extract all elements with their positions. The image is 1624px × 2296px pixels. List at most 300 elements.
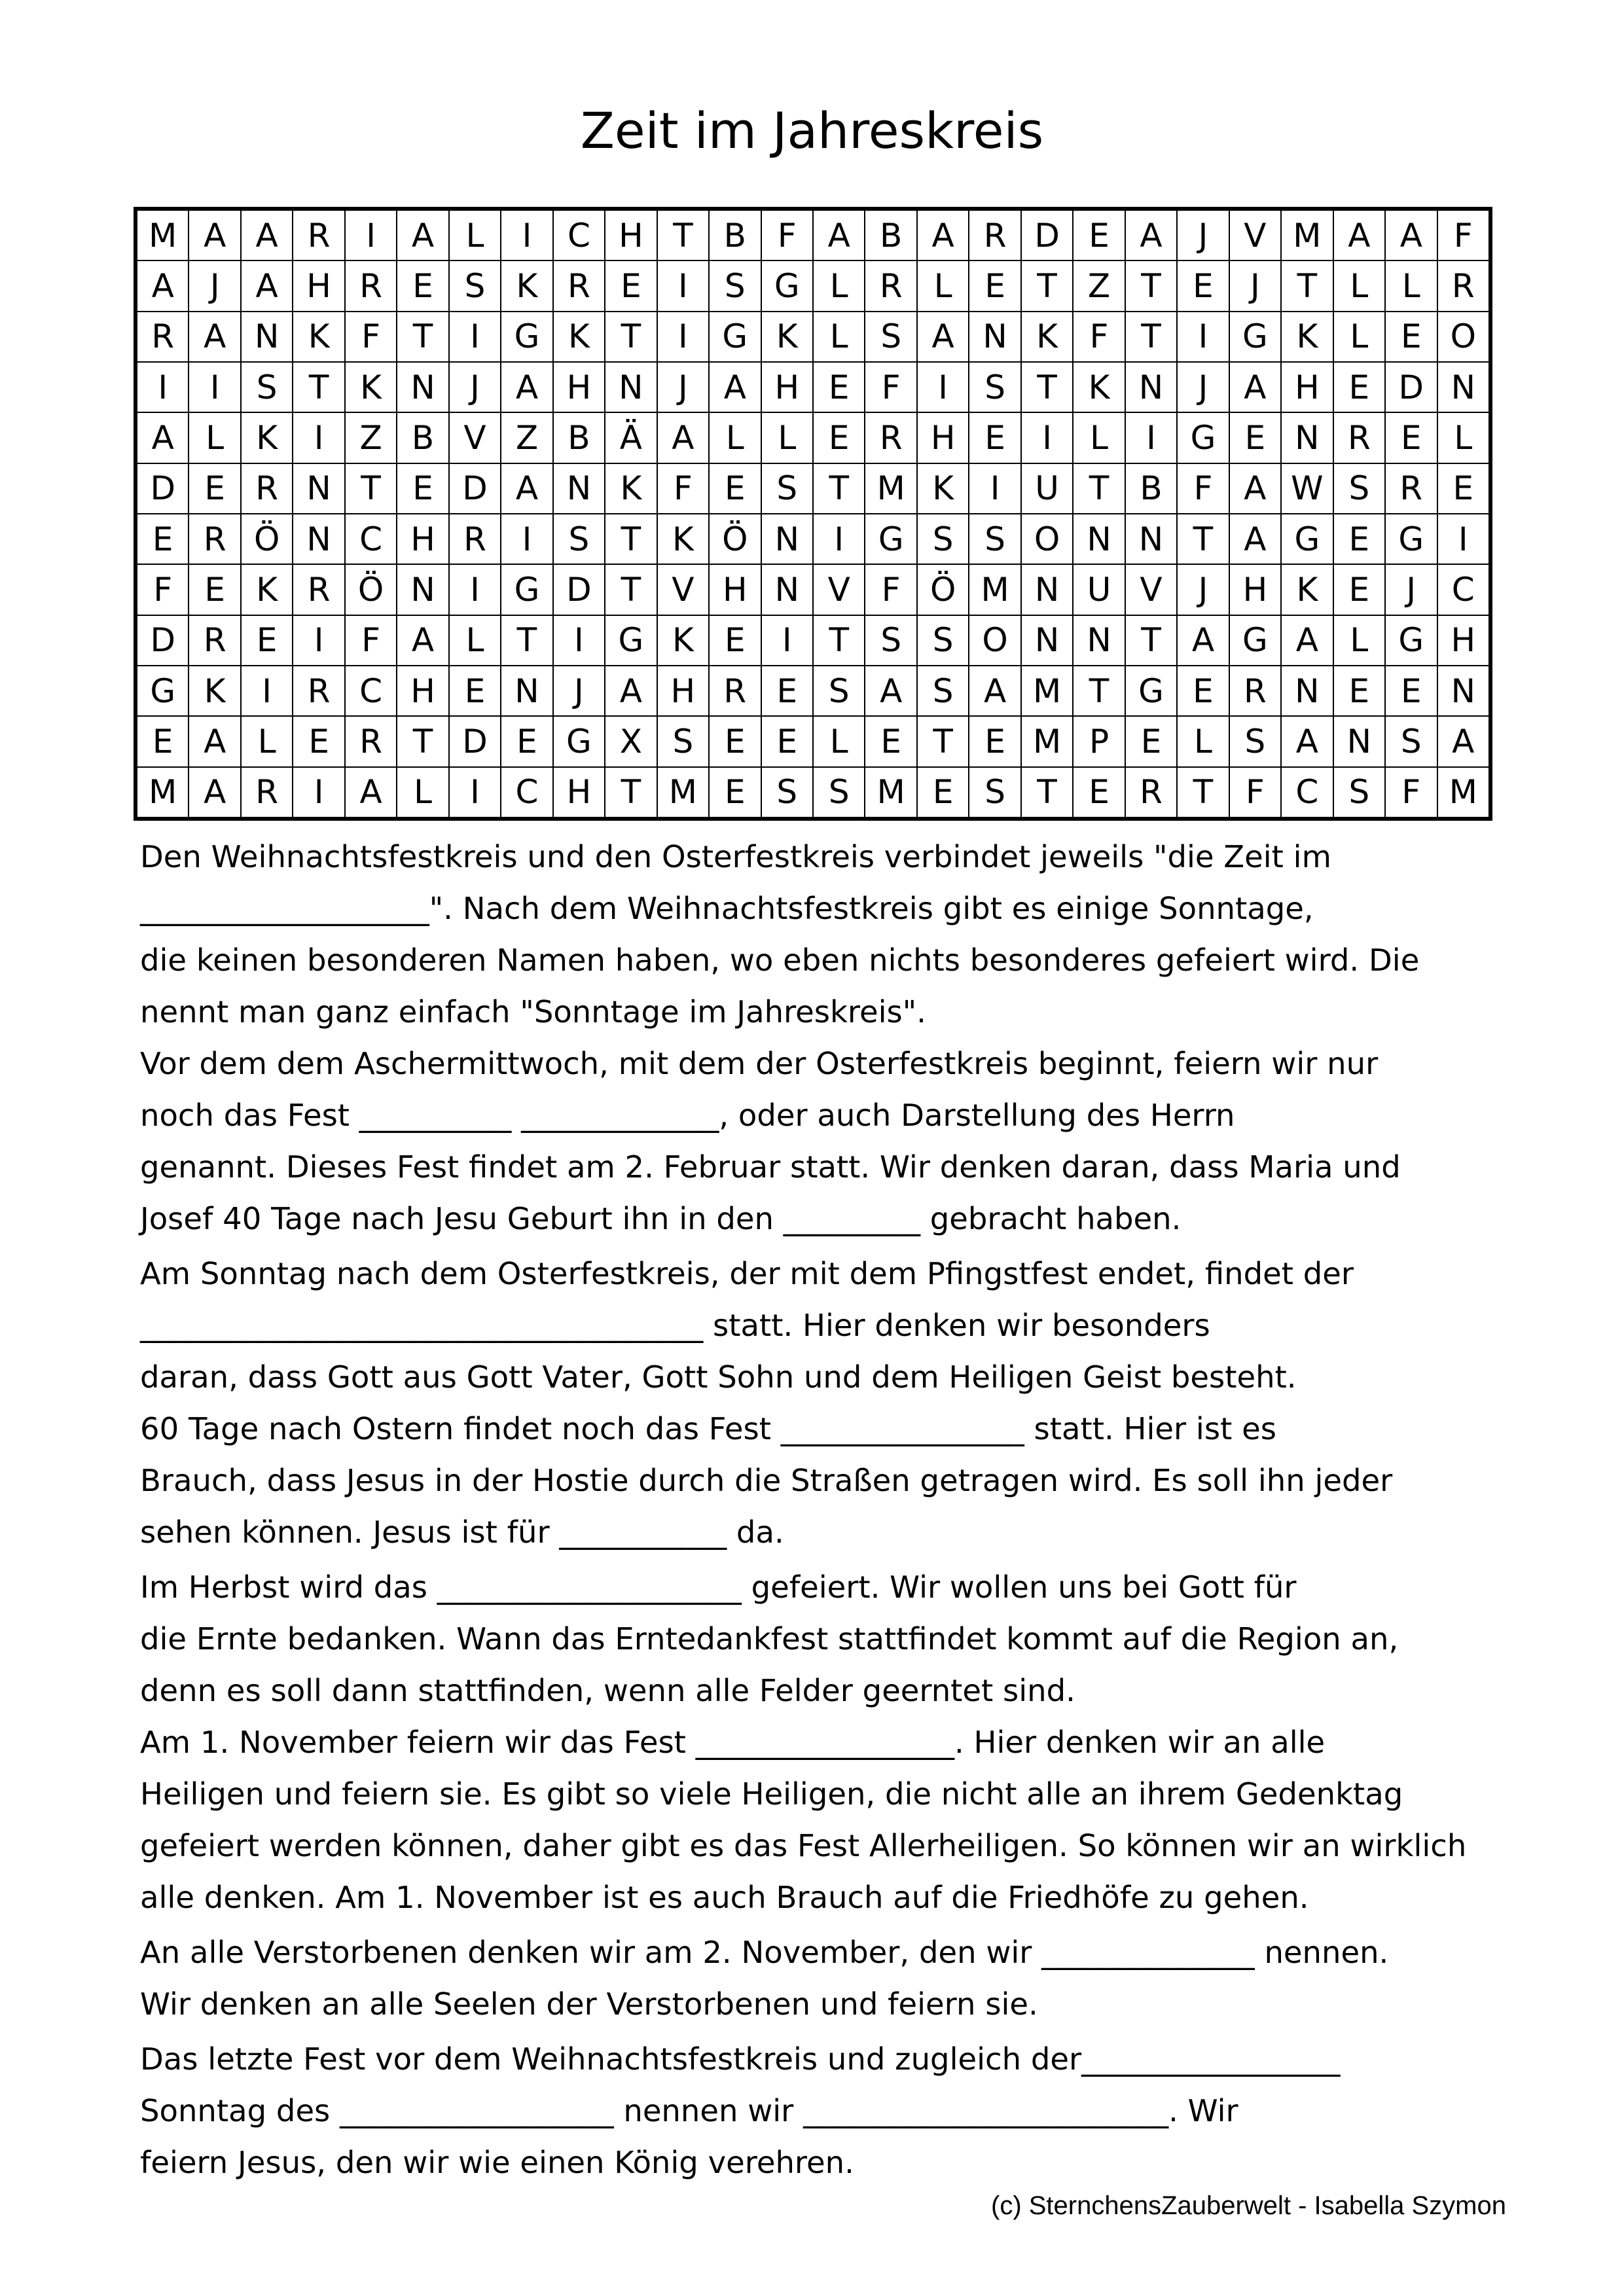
grid-cell: L — [1074, 413, 1124, 462]
grid-cell: S — [969, 363, 1020, 412]
grid-cell: A — [501, 363, 552, 412]
grid-cell: E — [293, 717, 344, 766]
grid-cell: K — [1282, 565, 1332, 614]
grid-cell: R — [710, 666, 760, 715]
grid-cell: S — [242, 363, 292, 412]
grid-cell: T — [814, 616, 864, 665]
grid-cell: E — [397, 464, 448, 513]
grid-cell: N — [293, 464, 344, 513]
grid-cell: A — [1178, 616, 1228, 665]
grid-cell: K — [658, 616, 708, 665]
grid-cell: T — [1074, 464, 1124, 513]
grid-cell: A — [137, 413, 188, 462]
grid-cell: G — [1178, 413, 1228, 462]
grid-cell: R — [293, 565, 344, 614]
grid-cell: R — [242, 768, 292, 817]
grid-cell: T — [605, 565, 656, 614]
grid-cell: L — [918, 261, 968, 310]
grid-cell: S — [658, 717, 708, 766]
grid-cell: T — [1178, 514, 1228, 564]
grid-cell: N — [1282, 413, 1332, 462]
grid-cell: A — [918, 312, 968, 361]
grid-cell: R — [346, 717, 396, 766]
grid-cell: L — [1386, 261, 1436, 310]
grid-cell: Ö — [918, 565, 968, 614]
grid-cell: H — [918, 413, 968, 462]
grid-cell: A — [1230, 363, 1280, 412]
grid-cell: T — [1022, 261, 1072, 310]
grid-cell: T — [1282, 261, 1332, 310]
grid-cell: I — [658, 261, 708, 310]
grid-cell: G — [1282, 514, 1332, 564]
grid-cell: V — [1126, 565, 1176, 614]
text-line: _____________________________________ statt. Hier denken wir besonders — [140, 1308, 1210, 1343]
grid-cell: S — [918, 514, 968, 564]
grid-cell: H — [554, 363, 604, 412]
copyright-footer: (c) SternchensZauberwelt - Isabella Szymon — [991, 2191, 1506, 2220]
grid-cell: H — [605, 211, 656, 260]
grid-cell: K — [242, 565, 292, 614]
grid-cell: L — [397, 768, 448, 817]
grid-cell: B — [554, 413, 604, 462]
grid-cell: N — [1022, 616, 1072, 665]
grid-cell: E — [1074, 211, 1124, 260]
text-line: gefeiert werden können, daher gibt es das Fest Allerheiligen. So können wir an wirklich — [140, 1828, 1467, 1863]
grid-cell: G — [1230, 616, 1280, 665]
grid-cell: T — [658, 211, 708, 260]
text-line: An alle Verstorbenen denken wir am 2. November, den wir ______________ nennen. — [140, 1935, 1389, 1970]
grid-cell: N — [1126, 514, 1176, 564]
grid-cell: I — [814, 514, 864, 564]
grid-cell: R — [865, 413, 916, 462]
grid-cell: J — [658, 363, 708, 412]
grid-cell: E — [710, 464, 760, 513]
text-line: Am Sonntag nach dem Osterfestkreis, der mit dem Pfingstfest endet, findet der — [140, 1256, 1354, 1291]
grid-cell: T — [1126, 312, 1176, 361]
grid-cell: B — [1126, 464, 1176, 513]
grid-cell: E — [189, 565, 240, 614]
grid-cell: E — [1230, 413, 1280, 462]
grid-cell: S — [969, 768, 1020, 817]
grid-cell: M — [865, 768, 916, 817]
grid-cell: N — [1334, 717, 1384, 766]
grid-cell: S — [762, 768, 812, 817]
grid-cell: A — [1282, 717, 1332, 766]
grid-cell: N — [969, 312, 1020, 361]
grid-cell: Z — [501, 413, 552, 462]
grid-cell: V — [658, 565, 708, 614]
text-line: genannt. Dieses Fest findet am 2. Februar statt. Wir denken daran, dass Maria und — [140, 1149, 1401, 1185]
grid-cell: E — [1334, 363, 1384, 412]
grid-cell: B — [710, 211, 760, 260]
grid-cell: T — [814, 464, 864, 513]
grid-cell: E — [1334, 565, 1384, 614]
grid-cell: V — [450, 413, 500, 462]
grid-cell: A — [189, 768, 240, 817]
grid-cell: V — [1230, 211, 1280, 260]
grid-cell: A — [1126, 211, 1176, 260]
grid-cell: D — [1022, 211, 1072, 260]
grid-cell: R — [1438, 261, 1489, 310]
grid-cell: N — [397, 565, 448, 614]
grid-cell: T — [501, 616, 552, 665]
grid-cell: A — [1282, 616, 1332, 665]
grid-cell: H — [397, 666, 448, 715]
grid-cell: E — [1178, 666, 1228, 715]
grid-cell: N — [1126, 363, 1176, 412]
grid-cell: M — [658, 768, 708, 817]
text-line: 60 Tage nach Ostern findet noch das Fest ________________ statt. Hier ist es — [140, 1411, 1276, 1446]
grid-cell: H — [710, 565, 760, 614]
grid-cell: R — [189, 616, 240, 665]
grid-cell: N — [1282, 666, 1332, 715]
text-line: die keinen besonderen Namen haben, wo eben nichts besonderes gefeiert wird. Die — [140, 942, 1420, 978]
grid-cell: I — [450, 768, 500, 817]
grid-cell: N — [1438, 363, 1489, 412]
grid-cell: N — [554, 464, 604, 513]
grid-cell: I — [501, 514, 552, 564]
grid-cell: Ö — [710, 514, 760, 564]
grid-cell: L — [1438, 413, 1489, 462]
grid-cell: K — [1282, 312, 1332, 361]
grid-cell: T — [293, 363, 344, 412]
grid-cell: N — [293, 514, 344, 564]
grid-cell: J — [1178, 211, 1228, 260]
grid-cell: N — [1074, 514, 1124, 564]
grid-cell: E — [814, 413, 864, 462]
grid-cell: E — [814, 363, 864, 412]
grid-cell: K — [762, 312, 812, 361]
grid-cell: I — [918, 363, 968, 412]
grid-cell: M — [137, 211, 188, 260]
grid-cell: N — [1438, 666, 1489, 715]
grid-cell: G — [865, 514, 916, 564]
grid-cell: M — [1438, 768, 1489, 817]
grid-cell: A — [242, 261, 292, 310]
grid-cell: R — [189, 514, 240, 564]
grid-cell: J — [1386, 565, 1436, 614]
grid-cell: N — [762, 565, 812, 614]
grid-cell: A — [658, 413, 708, 462]
grid-cell: A — [501, 464, 552, 513]
grid-cell: D — [554, 565, 604, 614]
grid-cell: Ä — [605, 413, 656, 462]
text-line: Das letzte Fest vor dem Weihnachtsfestkreis und zugleich der_________________ — [140, 2041, 1341, 2077]
grid-cell: F — [346, 616, 396, 665]
grid-cell: R — [1386, 464, 1436, 513]
grid-cell: G — [137, 666, 188, 715]
grid-cell: A — [969, 666, 1020, 715]
grid-cell: O — [1022, 514, 1072, 564]
grid-cell: G — [605, 616, 656, 665]
grid-cell: A — [1230, 464, 1280, 513]
text-line: noch das Fest __________ _____________, oder auch Darstellung des Herrn — [140, 1098, 1235, 1133]
grid-cell: B — [865, 211, 916, 260]
grid-cell: J — [1230, 261, 1280, 310]
grid-cell: E — [1386, 666, 1436, 715]
grid-cell: M — [137, 768, 188, 817]
grid-cell: A — [1334, 211, 1384, 260]
grid-cell: E — [1178, 261, 1228, 310]
grid-cell: C — [501, 768, 552, 817]
text-line: ___________________". Nach dem Weihnachtsfestkreis gibt es einige Sonntage, — [140, 891, 1314, 926]
grid-cell: L — [1178, 717, 1228, 766]
grid-cell: L — [1334, 312, 1384, 361]
text-line: Wir denken an alle Seelen der Verstorbenen und feiern sie. — [140, 1986, 1038, 2022]
cloze-text — [140, 831, 1528, 2189]
grid-cell: G — [501, 565, 552, 614]
grid-cell: C — [346, 514, 396, 564]
grid-cell: I — [501, 211, 552, 260]
grid-cell: K — [1022, 312, 1072, 361]
grid-cell: K — [346, 363, 396, 412]
grid-cell: S — [865, 312, 916, 361]
grid-cell: C — [1282, 768, 1332, 817]
grid-cell: A — [605, 666, 656, 715]
grid-cell: E — [918, 768, 968, 817]
grid-cell: L — [814, 261, 864, 310]
grid-cell: D — [137, 616, 188, 665]
grid-cell: F — [658, 464, 708, 513]
grid-cell: J — [1178, 363, 1228, 412]
grid-cell: E — [710, 616, 760, 665]
grid-cell: E — [450, 666, 500, 715]
grid-cell: E — [969, 413, 1020, 462]
grid-cell: E — [242, 616, 292, 665]
grid-cell: E — [969, 261, 1020, 310]
grid-cell: E — [710, 717, 760, 766]
grid-cell: K — [554, 312, 604, 361]
grid-cell: S — [814, 768, 864, 817]
grid-cell: G — [1126, 666, 1176, 715]
grid-cell: S — [918, 616, 968, 665]
grid-cell: S — [710, 261, 760, 310]
grid-cell: I — [1438, 514, 1489, 564]
grid-cell: I — [450, 312, 500, 361]
grid-cell: A — [1386, 211, 1436, 260]
grid-cell: A — [189, 211, 240, 260]
grid-cell: I — [293, 768, 344, 817]
grid-cell: T — [397, 717, 448, 766]
grid-cell: C — [554, 211, 604, 260]
grid-cell: S — [1386, 717, 1436, 766]
grid-cell: N — [397, 363, 448, 412]
grid-cell: A — [189, 717, 240, 766]
grid-cell: N — [1074, 616, 1124, 665]
grid-cell: T — [605, 312, 656, 361]
text-line: die Ernte bedanken. Wann das Erntedankfest stattfindet kommt auf die Region an, — [140, 1621, 1399, 1657]
grid-cell: T — [1022, 363, 1072, 412]
grid-cell: I — [658, 312, 708, 361]
grid-cell: R — [137, 312, 188, 361]
grid-cell: F — [137, 565, 188, 614]
grid-cell: R — [1334, 413, 1384, 462]
word-search-grid — [134, 207, 1492, 821]
grid-cell: I — [293, 413, 344, 462]
grid-cell: G — [554, 717, 604, 766]
grid-cell: G — [710, 312, 760, 361]
grid-cell: F — [865, 363, 916, 412]
grid-cell: E — [501, 717, 552, 766]
grid-cell: R — [242, 464, 292, 513]
grid-cell: R — [554, 261, 604, 310]
grid-cell: L — [710, 413, 760, 462]
grid-cell: K — [293, 312, 344, 361]
grid-cell: E — [397, 261, 448, 310]
grid-cell: E — [969, 717, 1020, 766]
text-line: sehen können. Jesus ist für ___________ da. — [140, 1515, 784, 1550]
grid-cell: I — [1126, 413, 1176, 462]
grid-cell: T — [918, 717, 968, 766]
grid-cell: E — [1438, 464, 1489, 513]
grid-cell: H — [1282, 363, 1332, 412]
grid-cell: A — [242, 211, 292, 260]
grid-cell: A — [1230, 514, 1280, 564]
text-line: denn es soll dann stattfinden, wenn alle Felder geerntet sind. — [140, 1673, 1075, 1708]
grid-cell: K — [242, 413, 292, 462]
grid-cell: M — [969, 565, 1020, 614]
grid-cell: H — [554, 768, 604, 817]
grid-cell: L — [814, 717, 864, 766]
grid-cell: I — [450, 565, 500, 614]
page-title: Zeit im Jahreskreis — [580, 101, 1044, 160]
grid-cell: J — [554, 666, 604, 715]
grid-cell: A — [814, 211, 864, 260]
grid-cell: R — [1126, 768, 1176, 817]
grid-cell: N — [1022, 565, 1072, 614]
grid-cell: J — [1178, 565, 1228, 614]
grid-cell: I — [293, 616, 344, 665]
grid-cell: I — [554, 616, 604, 665]
grid-cell: R — [969, 211, 1020, 260]
text-line: nennt man ganz einfach "Sonntage im Jahreskreis". — [140, 994, 926, 1030]
grid-cell: R — [865, 261, 916, 310]
grid-cell: L — [814, 312, 864, 361]
grid-cell: T — [1022, 768, 1072, 817]
grid-cell: P — [1074, 717, 1124, 766]
grid-cell: N — [605, 363, 656, 412]
grid-cell: K — [1074, 363, 1124, 412]
grid-cell: N — [501, 666, 552, 715]
grid-cell: E — [605, 261, 656, 310]
grid-cell: H — [1438, 616, 1489, 665]
grid-cell: F — [1230, 768, 1280, 817]
grid-cell: L — [450, 616, 500, 665]
grid-cell: G — [501, 312, 552, 361]
grid-cell: A — [397, 616, 448, 665]
grid-cell: I — [137, 363, 188, 412]
grid-cell: S — [762, 464, 812, 513]
grid-cell: A — [137, 261, 188, 310]
grid-cell: L — [1334, 616, 1384, 665]
grid-cell: B — [397, 413, 448, 462]
grid-cell: E — [1074, 768, 1124, 817]
grid-cell: L — [1334, 261, 1384, 310]
text-line: alle denken. Am 1. November ist es auch Brauch auf die Friedhöfe zu gehen. — [140, 1880, 1309, 1915]
grid-cell: A — [865, 666, 916, 715]
grid-cell: Z — [1074, 261, 1124, 310]
grid-cell: O — [969, 616, 1020, 665]
grid-cell: F — [1074, 312, 1124, 361]
text-line: Sonntag des __________________ nennen wir ________________________. Wir — [140, 2093, 1238, 2128]
grid-cell: I — [762, 616, 812, 665]
grid-cell: J — [450, 363, 500, 412]
text-line: Brauch, dass Jesus in der Hostie durch die Straßen getragen wird. Es soll ihn jeder — [140, 1463, 1393, 1498]
grid-cell: L — [450, 211, 500, 260]
grid-cell: R — [293, 666, 344, 715]
grid-cell: O — [1438, 312, 1489, 361]
grid-cell: A — [710, 363, 760, 412]
grid-cell: A — [918, 211, 968, 260]
grid-cell: K — [605, 464, 656, 513]
grid-cell: F — [762, 211, 812, 260]
grid-cell: E — [1386, 312, 1436, 361]
grid-cell: T — [1074, 666, 1124, 715]
grid-cell: K — [501, 261, 552, 310]
grid-cell: S — [918, 666, 968, 715]
grid-cell: E — [1334, 666, 1384, 715]
grid-cell: D — [450, 717, 500, 766]
grid-cell: R — [1230, 666, 1280, 715]
grid-cell: A — [1438, 717, 1489, 766]
grid-cell: A — [397, 211, 448, 260]
grid-cell: U — [1022, 464, 1072, 513]
text-line: Heiligen und feiern sie. Es gibt so viele Heiligen, die nicht alle an ihrem Gedenktag — [140, 1776, 1403, 1812]
grid-cell: G — [1386, 616, 1436, 665]
grid-cell: N — [242, 312, 292, 361]
grid-cell: I — [969, 464, 1020, 513]
grid-cell: H — [658, 666, 708, 715]
grid-cell: G — [762, 261, 812, 310]
grid-cell: I — [1178, 312, 1228, 361]
grid-cell: M — [1022, 717, 1072, 766]
grid-cell: G — [1386, 514, 1436, 564]
grid-cell: Ö — [346, 565, 396, 614]
grid-cell: I — [1022, 413, 1072, 462]
grid-cell: S — [814, 666, 864, 715]
grid-cell: F — [1438, 211, 1489, 260]
grid-cell: D — [137, 464, 188, 513]
grid-cell: F — [346, 312, 396, 361]
grid-cell: Ö — [242, 514, 292, 564]
text-line: Den Weihnachtsfestkreis und den Osterfestkreis verbindet jeweils "die Zeit im — [140, 839, 1331, 874]
grid-cell: K — [918, 464, 968, 513]
grid-cell: R — [293, 211, 344, 260]
grid-cell: F — [865, 565, 916, 614]
grid-cell: T — [1178, 768, 1228, 817]
text-line: Vor dem dem Aschermittwoch, mit dem der Osterfestkreis beginnt, feiern wir nur — [140, 1046, 1379, 1081]
grid-cell: Z — [346, 413, 396, 462]
grid-cell: T — [605, 768, 656, 817]
grid-cell: H — [762, 363, 812, 412]
grid-cell: R — [450, 514, 500, 564]
text-line: Am 1. November feiern wir das Fest _________________. Hier denken wir an alle — [140, 1725, 1326, 1760]
grid-cell: S — [865, 616, 916, 665]
grid-cell: T — [1126, 616, 1176, 665]
grid-cell: D — [450, 464, 500, 513]
grid-cell: E — [1386, 413, 1436, 462]
grid-cell: L — [762, 413, 812, 462]
grid-cell: H — [293, 261, 344, 310]
grid-cell: K — [189, 666, 240, 715]
grid-cell: G — [1230, 312, 1280, 361]
grid-cell: X — [605, 717, 656, 766]
grid-cell: S — [1334, 464, 1384, 513]
grid-cell: J — [189, 261, 240, 310]
grid-cell: U — [1074, 565, 1124, 614]
grid-cell: E — [189, 464, 240, 513]
grid-cell: E — [1126, 717, 1176, 766]
